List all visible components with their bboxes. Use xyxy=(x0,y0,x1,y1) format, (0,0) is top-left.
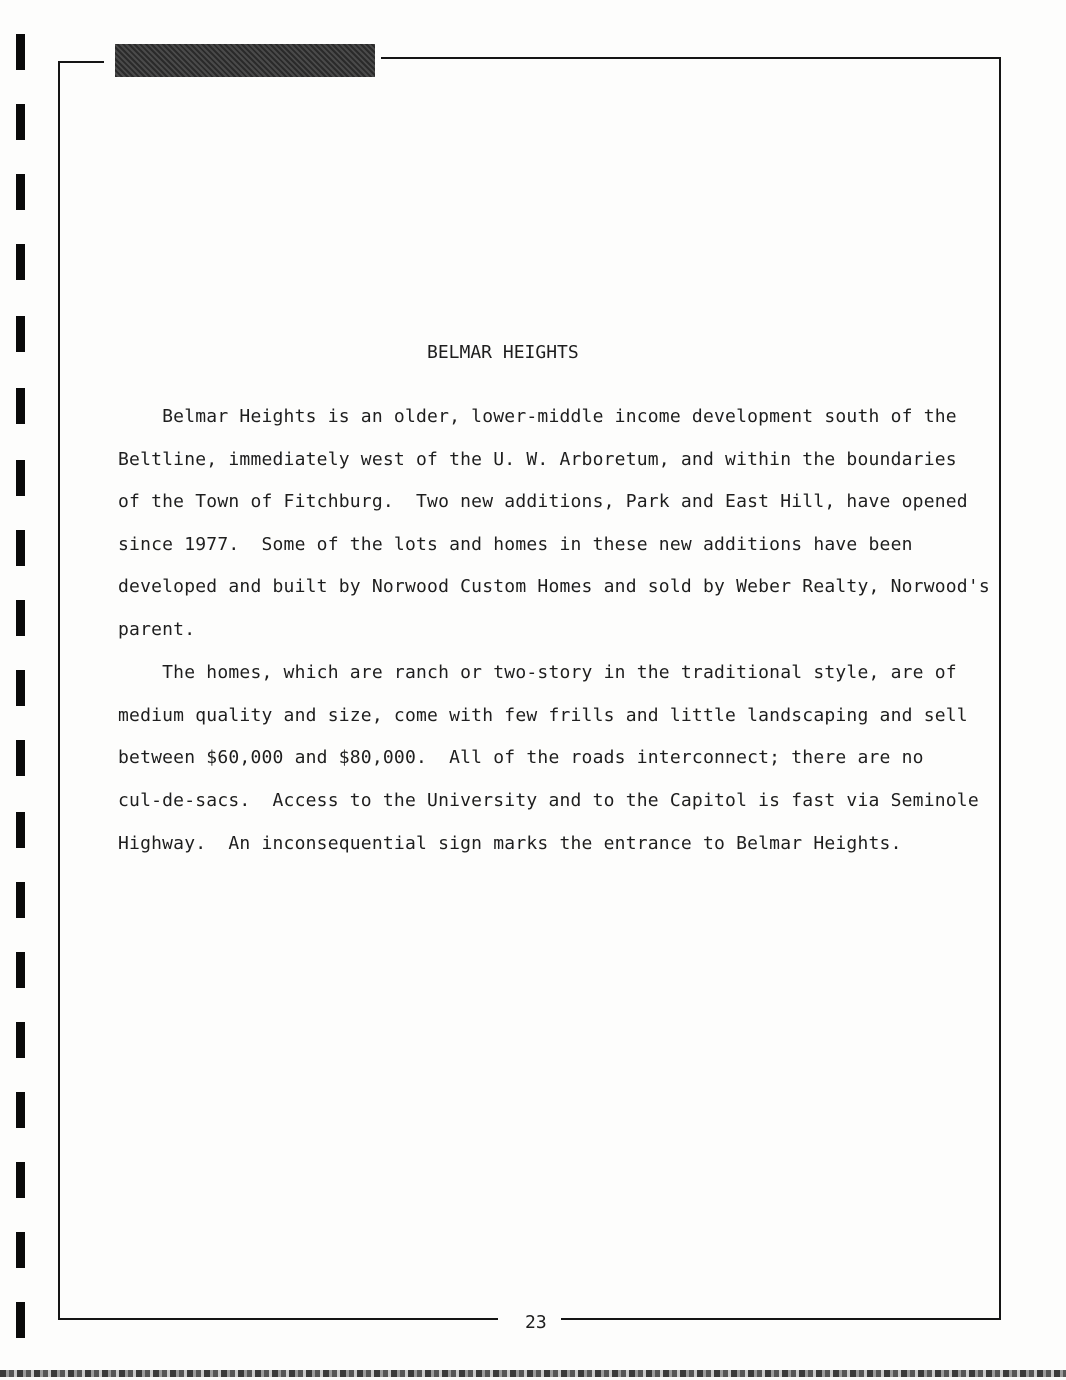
binding-holes xyxy=(16,0,26,1380)
binding-hole xyxy=(16,952,25,988)
page-frame-right xyxy=(999,57,1001,1319)
binding-hole xyxy=(16,1232,25,1268)
paragraph-1-line: Belmar Heights is an older, lower-middle income development south of the xyxy=(118,406,957,427)
binding-hole xyxy=(16,316,25,352)
binding-hole xyxy=(16,388,25,424)
binding-hole xyxy=(16,1162,25,1198)
paragraph-2-line: cul-de-sacs. Access to the University and to the Capitol is fast via Seminole xyxy=(118,790,979,811)
page-title: BELMAR HEIGHTS xyxy=(427,342,579,363)
page-frame-left xyxy=(58,61,60,1319)
binding-hole xyxy=(16,1022,25,1058)
page-frame-bottom-right xyxy=(561,1318,1001,1320)
binding-hole xyxy=(16,600,25,636)
binding-hole xyxy=(16,812,25,848)
binding-hole xyxy=(16,1092,25,1128)
page-frame-top-right xyxy=(381,57,1001,59)
paragraph-2-line: Highway. An inconsequential sign marks the entrance to Belmar Heights. xyxy=(118,833,902,854)
page-frame-top-left xyxy=(58,61,104,63)
paragraph-1-line: since 1977. Some of the lots and homes in these new additions have been xyxy=(118,534,913,555)
paragraph-2-line: medium quality and size, come with few frills and little landscaping and sell xyxy=(118,705,968,726)
binding-hole xyxy=(16,104,25,140)
binding-hole xyxy=(16,460,25,496)
paragraph-2-line: The homes, which are ranch or two-story in the traditional style, are of xyxy=(118,662,957,683)
binding-hole xyxy=(16,670,25,706)
paragraph-1-line: developed and built by Norwood Custom Homes and sold by Weber Realty, Norwood's xyxy=(118,576,990,597)
scan-edge-strip xyxy=(0,1370,1066,1377)
binding-hole xyxy=(16,1302,25,1338)
page-number: 23 xyxy=(525,1312,547,1333)
binding-hole xyxy=(16,34,25,70)
binding-hole xyxy=(16,244,25,280)
binding-hole xyxy=(16,740,25,776)
header-tab-block xyxy=(115,44,375,77)
paragraph-1-line: of the Town of Fitchburg. Two new additions, Park and East Hill, have opened xyxy=(118,491,968,512)
paragraph-2-line: between $60,000 and $80,000. All of the roads interconnect; there are no xyxy=(118,747,924,768)
binding-hole xyxy=(16,174,25,210)
binding-hole xyxy=(16,882,25,918)
paragraph-1-line: Beltline, immediately west of the U. W. Arboretum, and within the boundaries xyxy=(118,449,957,470)
paragraph-1-line: parent. xyxy=(118,619,196,640)
page-frame-bottom-left xyxy=(58,1318,498,1320)
binding-hole xyxy=(16,530,25,566)
